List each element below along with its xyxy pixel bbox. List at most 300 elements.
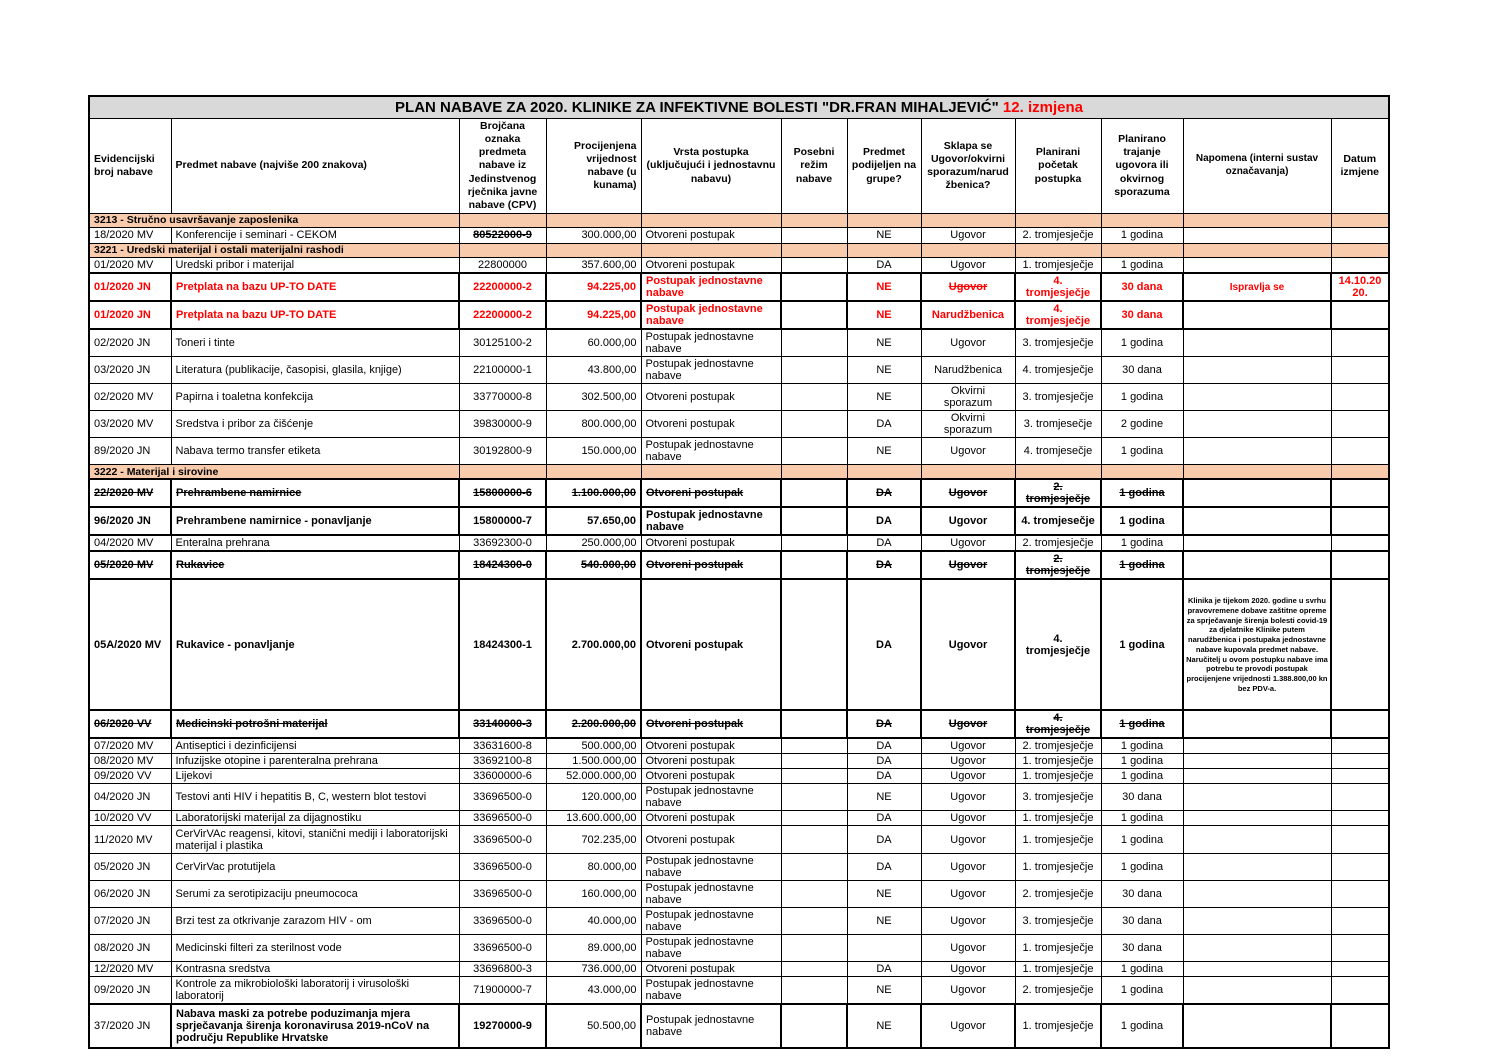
cell-vrsta: Otvoreni postupak xyxy=(641,411,781,438)
cell-vrijednost: 13.600.000,00 xyxy=(546,811,641,826)
cell-vrijednost: 57.650,00 xyxy=(546,507,641,535)
cell-evid: 05/2020 JN xyxy=(89,854,171,881)
cell-sklapa: Ugovor xyxy=(921,935,1015,962)
cell-pocetak: 4. tromjesječje xyxy=(1015,357,1101,384)
cell-predmet: Nabava maski za potrebe poduzimanja mjera sprječavanja širenja koronavirusa 2019-nCoV na području Republike Hrvatske xyxy=(171,1004,459,1048)
cell-predmet: Toneri i tinte xyxy=(171,329,459,357)
column-header-datum: Datum izmjene xyxy=(1331,119,1389,214)
cell-cpv: 33140000-3 xyxy=(459,710,546,738)
table-row xyxy=(89,579,1389,710)
section-cell xyxy=(641,213,781,227)
cell-datum xyxy=(1331,962,1389,977)
cell-grupe: DA xyxy=(847,738,921,754)
cell-rezim xyxy=(781,357,847,384)
cell-grupe: NE xyxy=(847,977,921,1005)
cell-sklapa: Ugovor xyxy=(921,329,1015,357)
cell-predmet: Lijekovi xyxy=(171,769,459,784)
table-row xyxy=(89,227,1389,243)
cell-cpv: 22800000 xyxy=(459,257,546,273)
cell-grupe: NE xyxy=(847,438,921,465)
cell-trajanje: 1 godina xyxy=(1101,710,1183,738)
cell-evid: 11/2020 MV xyxy=(89,826,171,854)
cell-evid: 05A/2020 MV xyxy=(89,579,171,710)
cell-napomena xyxy=(1183,438,1331,465)
cell-cpv: 30192800-9 xyxy=(459,438,546,465)
cell-napomena xyxy=(1183,826,1331,854)
cell-napomena xyxy=(1183,227,1331,243)
cell-sklapa: Ugovor xyxy=(921,908,1015,935)
section-cell xyxy=(1101,213,1183,227)
table-row xyxy=(89,908,1389,935)
table-row xyxy=(89,438,1389,465)
section-cell xyxy=(847,243,921,257)
cell-predmet: Brzi test za otkrivanje zarazom HIV - om xyxy=(171,908,459,935)
cell-datum xyxy=(1331,935,1389,962)
column-header-evid: Evidencijski broj nabave xyxy=(89,119,171,214)
cell-vrsta: Otvoreni postupak xyxy=(641,769,781,784)
cell-trajanje: 1 godina xyxy=(1101,227,1183,243)
cell-pocetak: 4. tromjesečje xyxy=(1015,507,1101,535)
section-cell xyxy=(1101,243,1183,257)
cell-evid: 06/2020 JN xyxy=(89,881,171,908)
cell-cpv: 18424300-1 xyxy=(459,579,546,710)
cell-vrsta: Postupak jednostavne nabave xyxy=(641,854,781,881)
cell-grupe: DA xyxy=(847,811,921,826)
cell-grupe: NE xyxy=(847,384,921,411)
column-header-vrsta: Vrsta postupka (uključujući i jednostavnu nabavu) xyxy=(641,119,781,214)
column-header-predmet: Predmet nabave (najviše 200 znakova) xyxy=(171,119,459,214)
table-row xyxy=(89,535,1389,551)
cell-trajanje: 1 godina xyxy=(1101,384,1183,411)
cell-grupe: NE xyxy=(847,357,921,384)
cell-vrsta: Otvoreni postupak xyxy=(641,551,781,579)
cell-rezim xyxy=(781,935,847,962)
cell-datum xyxy=(1331,384,1389,411)
cell-sklapa: Ugovor xyxy=(921,881,1015,908)
cell-vrsta: Postupak jednostavne nabave xyxy=(641,273,781,301)
cell-sklapa: Ugovor xyxy=(921,710,1015,738)
cell-rezim xyxy=(781,479,847,507)
cell-pocetak: 1. tromjesječje xyxy=(1015,1004,1101,1048)
cell-sklapa: Narudžbenica xyxy=(921,301,1015,329)
cell-sklapa: Ugovor xyxy=(921,227,1015,243)
cell-sklapa: Ugovor xyxy=(921,257,1015,273)
cell-cpv: 19270000-9 xyxy=(459,1004,546,1048)
cell-vrsta: Otvoreni postupak xyxy=(641,962,781,977)
cell-pocetak: 1. tromjesječje xyxy=(1015,811,1101,826)
cell-evid: 12/2020 MV xyxy=(89,962,171,977)
cell-napomena xyxy=(1183,881,1331,908)
cell-predmet: Serumi za serotipizaciju pneumococa xyxy=(171,881,459,908)
table-row xyxy=(89,962,1389,977)
cell-rezim xyxy=(781,1004,847,1048)
cell-datum xyxy=(1331,881,1389,908)
cell-predmet: Medicinski filteri za sterilnost vode xyxy=(171,935,459,962)
cell-pocetak: 2. tromjesječje xyxy=(1015,977,1101,1005)
cell-napomena xyxy=(1183,754,1331,769)
cell-pocetak: 3. tromjesječje xyxy=(1015,329,1101,357)
cell-sklapa: Ugovor xyxy=(921,579,1015,710)
cell-napomena xyxy=(1183,769,1331,784)
cell-predmet: Laboratorijski materijal za dijagnostiku xyxy=(171,811,459,826)
cell-datum xyxy=(1331,710,1389,738)
cell-napomena xyxy=(1183,384,1331,411)
cell-datum xyxy=(1331,738,1389,754)
cell-cpv: 15800000-6 xyxy=(459,479,546,507)
cell-vrijednost: 1.500.000,00 xyxy=(546,754,641,769)
cell-datum xyxy=(1331,977,1389,1005)
cell-rezim xyxy=(781,784,847,811)
section-cell xyxy=(459,213,546,227)
cell-datum xyxy=(1331,908,1389,935)
table-row xyxy=(89,784,1389,811)
cell-grupe: DA xyxy=(847,551,921,579)
cell-trajanje: 1 godina xyxy=(1101,738,1183,754)
cell-cpv: 33696500-0 xyxy=(459,784,546,811)
cell-sklapa: Ugovor xyxy=(921,962,1015,977)
cell-cpv: 33696500-0 xyxy=(459,826,546,854)
cell-trajanje: 30 dana xyxy=(1101,357,1183,384)
cell-cpv: 71900000-7 xyxy=(459,977,546,1005)
cell-rezim xyxy=(781,769,847,784)
cell-evid: 01/2020 MV xyxy=(89,257,171,273)
cell-evid: 08/2020 MV xyxy=(89,754,171,769)
cell-sklapa: Ugovor xyxy=(921,769,1015,784)
cell-predmet: Prehrambene namirnice - ponavljanje xyxy=(171,507,459,535)
cell-datum xyxy=(1331,357,1389,384)
cell-vrsta: Postupak jednostavne nabave xyxy=(641,507,781,535)
cell-predmet: Antiseptici i dezinficijensi xyxy=(171,738,459,754)
cell-evid: 89/2020 JN xyxy=(89,438,171,465)
section-label: 3221 - Uredski materijal i ostali materijalni rashodi xyxy=(89,243,459,257)
cell-vrijednost: 89.000,00 xyxy=(546,935,641,962)
cell-vrsta: Postupak jednostavne nabave xyxy=(641,977,781,1005)
cell-trajanje: 1 godina xyxy=(1101,438,1183,465)
cell-evid: 03/2020 JN xyxy=(89,357,171,384)
cell-trajanje: 1 godina xyxy=(1101,754,1183,769)
cell-vrijednost: 94.225,00 xyxy=(546,301,641,329)
cell-pocetak: 1. tromjesječje xyxy=(1015,257,1101,273)
column-header-sklapa: Sklapa se Ugovor/okvirni sporazum/narudžbenica? xyxy=(921,119,1015,214)
cell-sklapa: Ugovor xyxy=(921,811,1015,826)
cell-evid: 07/2020 JN xyxy=(89,908,171,935)
section-row xyxy=(89,465,1389,480)
cell-pocetak: 3. tromjesječje xyxy=(1015,384,1101,411)
column-header-trajanje: Planirano trajanje ugovora ili okvirnog sporazuma xyxy=(1101,119,1183,214)
cell-evid: 10/2020 VV xyxy=(89,811,171,826)
cell-napomena xyxy=(1183,854,1331,881)
cell-vrijednost: 250.000,00 xyxy=(546,535,641,551)
section-cell xyxy=(921,243,1015,257)
cell-trajanje: 30 dana xyxy=(1101,881,1183,908)
cell-napomena xyxy=(1183,710,1331,738)
cell-rezim xyxy=(781,384,847,411)
table-row xyxy=(89,1004,1389,1048)
procurement-table xyxy=(88,95,1390,1049)
cell-datum xyxy=(1331,438,1389,465)
cell-predmet: Medicinski potrošni materijal xyxy=(171,710,459,738)
cell-vrijednost: 50.500,00 xyxy=(546,1004,641,1048)
cell-vrijednost: 40.000,00 xyxy=(546,908,641,935)
cell-evid: 09/2020 VV xyxy=(89,769,171,784)
cell-trajanje: 1 godina xyxy=(1101,257,1183,273)
table-row xyxy=(89,273,1389,301)
cell-vrijednost: 1.100.000,00 xyxy=(546,479,641,507)
cell-trajanje: 30 dana xyxy=(1101,935,1183,962)
cell-rezim xyxy=(781,738,847,754)
cell-pocetak: 4. tromjesječje xyxy=(1015,273,1101,301)
cell-vrijednost: 52.000.000,00 xyxy=(546,769,641,784)
table-row xyxy=(89,854,1389,881)
table-row xyxy=(89,411,1389,438)
cell-evid: 96/2020 JN xyxy=(89,507,171,535)
cell-pocetak: 4. tromjesečje xyxy=(1015,438,1101,465)
cell-vrijednost: 2.700.000,00 xyxy=(546,579,641,710)
cell-sklapa: Ugovor xyxy=(921,507,1015,535)
cell-predmet: CerVirVAc reagensi, kitovi, stanični mediji i laboratorijski materijal i plastika xyxy=(171,826,459,854)
cell-vrsta: Postupak jednostavne nabave xyxy=(641,357,781,384)
cell-cpv: 22200000-2 xyxy=(459,273,546,301)
cell-rezim xyxy=(781,535,847,551)
cell-pocetak: 1. tromjesječje xyxy=(1015,769,1101,784)
cell-datum xyxy=(1331,257,1389,273)
table-row xyxy=(89,826,1389,854)
cell-vrsta: Postupak jednostavne nabave xyxy=(641,935,781,962)
cell-pocetak: 1. tromjesječje xyxy=(1015,854,1101,881)
cell-vrsta: Otvoreni postupak xyxy=(641,227,781,243)
cell-rezim xyxy=(781,227,847,243)
page-title-revision: 12. izmjena xyxy=(1002,99,1083,116)
cell-vrsta: Otvoreni postupak xyxy=(641,579,781,710)
cell-vrijednost: 736.000,00 xyxy=(546,962,641,977)
cell-cpv: 18424300-0 xyxy=(459,551,546,579)
cell-grupe: DA xyxy=(847,769,921,784)
section-cell xyxy=(546,243,641,257)
cell-evid: 05/2020 MV xyxy=(89,551,171,579)
cell-datum xyxy=(1331,784,1389,811)
cell-vrijednost: 302.500,00 xyxy=(546,384,641,411)
table-row xyxy=(89,384,1389,411)
table-row xyxy=(89,769,1389,784)
cell-napomena xyxy=(1183,1004,1331,1048)
cell-napomena xyxy=(1183,411,1331,438)
cell-predmet: Enteralna prehrana xyxy=(171,535,459,551)
cell-cpv: 30125100-2 xyxy=(459,329,546,357)
section-cell xyxy=(641,243,781,257)
cell-vrijednost: 94.225,00 xyxy=(546,273,641,301)
cell-rezim xyxy=(781,811,847,826)
cell-datum xyxy=(1331,551,1389,579)
cell-grupe: NE xyxy=(847,881,921,908)
section-row xyxy=(89,213,1389,227)
cell-sklapa: Ugovor xyxy=(921,826,1015,854)
cell-datum xyxy=(1331,579,1389,710)
cell-cpv: 33770000-8 xyxy=(459,384,546,411)
cell-pocetak: 3. tromjesečje xyxy=(1015,411,1101,438)
cell-pocetak: 4. tromjesječje xyxy=(1015,579,1101,710)
cell-napomena xyxy=(1183,507,1331,535)
table-row xyxy=(89,551,1389,579)
cell-evid: 02/2020 JN xyxy=(89,329,171,357)
cell-napomena xyxy=(1183,301,1331,329)
cell-trajanje: 30 dana xyxy=(1101,273,1183,301)
cell-trajanje: 30 dana xyxy=(1101,784,1183,811)
cell-cpv: 80522000-9 xyxy=(459,227,546,243)
cell-trajanje: 1 godina xyxy=(1101,1004,1183,1048)
table-row xyxy=(89,357,1389,384)
cell-vrijednost: 150.000,00 xyxy=(546,438,641,465)
section-label: 3213 - Stručno usavršavanje zaposlenika xyxy=(89,213,459,227)
table-row xyxy=(89,935,1389,962)
cell-grupe: DA xyxy=(847,854,921,881)
section-cell xyxy=(459,243,546,257)
cell-napomena xyxy=(1183,551,1331,579)
cell-vrijednost: 160.000,00 xyxy=(546,881,641,908)
cell-rezim xyxy=(781,977,847,1005)
cell-predmet: Literatura (publikacije, časopisi, glasila, knjige) xyxy=(171,357,459,384)
cell-rezim xyxy=(781,754,847,769)
section-cell xyxy=(1015,213,1101,227)
section-cell xyxy=(847,213,921,227)
cell-sklapa: Ugovor xyxy=(921,273,1015,301)
cell-datum xyxy=(1331,754,1389,769)
cell-vrsta: Postupak jednostavne nabave xyxy=(641,784,781,811)
cell-predmet: CerVirVac protutijela xyxy=(171,854,459,881)
cell-datum xyxy=(1331,479,1389,507)
cell-trajanje: 1 godina xyxy=(1101,535,1183,551)
cell-evid: 03/2020 MV xyxy=(89,411,171,438)
cell-cpv: 33631600-8 xyxy=(459,738,546,754)
cell-grupe: NE xyxy=(847,908,921,935)
cell-datum: 14.10.2020. xyxy=(1331,273,1389,301)
cell-napomena xyxy=(1183,535,1331,551)
cell-datum xyxy=(1331,769,1389,784)
cell-napomena xyxy=(1183,935,1331,962)
cell-grupe xyxy=(847,935,921,962)
cell-vrijednost: 702.235,00 xyxy=(546,826,641,854)
cell-vrijednost: 540.000,00 xyxy=(546,551,641,579)
cell-trajanje: 1 godina xyxy=(1101,811,1183,826)
section-cell xyxy=(1183,465,1331,480)
cell-evid: 09/2020 JN xyxy=(89,977,171,1005)
cell-grupe: NE xyxy=(847,301,921,329)
section-cell xyxy=(921,465,1015,480)
cell-vrijednost: 357.600,00 xyxy=(546,257,641,273)
cell-rezim xyxy=(781,908,847,935)
cell-vrsta: Otvoreni postupak xyxy=(641,754,781,769)
cell-sklapa: Okvirni sporazum xyxy=(921,411,1015,438)
cell-cpv: 15800000-7 xyxy=(459,507,546,535)
cell-trajanje: 30 dana xyxy=(1101,908,1183,935)
cell-pocetak: 2. tromjesječje xyxy=(1015,551,1101,579)
cell-predmet: Kontrasna sredstva xyxy=(171,962,459,977)
section-cell xyxy=(1015,465,1101,480)
cell-datum xyxy=(1331,329,1389,357)
cell-evid: 02/2020 MV xyxy=(89,384,171,411)
section-cell xyxy=(921,213,1015,227)
cell-trajanje: 1 godina xyxy=(1101,977,1183,1005)
cell-vrsta: Postupak jednostavne nabave xyxy=(641,301,781,329)
cell-trajanje: 1 godina xyxy=(1101,479,1183,507)
cell-vrsta: Otvoreni postupak xyxy=(641,826,781,854)
cell-predmet: Sredstva i pribor za čišćenje xyxy=(171,411,459,438)
cell-pocetak: 2. tromjesječje xyxy=(1015,738,1101,754)
cell-vrsta: Postupak jednostavne nabave xyxy=(641,1004,781,1048)
cell-predmet: Pretplata na bazu UP-TO DATE xyxy=(171,301,459,329)
cell-vrsta: Otvoreni postupak xyxy=(641,811,781,826)
cell-rezim xyxy=(781,854,847,881)
cell-trajanje: 1 godina xyxy=(1101,579,1183,710)
cell-napomena xyxy=(1183,329,1331,357)
section-cell xyxy=(641,465,781,480)
cell-pocetak: 1. tromjesječje xyxy=(1015,826,1101,854)
cell-grupe: NE xyxy=(847,227,921,243)
cell-evid: 06/2020 VV xyxy=(89,710,171,738)
cell-rezim xyxy=(781,301,847,329)
cell-datum xyxy=(1331,854,1389,881)
cell-napomena xyxy=(1183,908,1331,935)
cell-grupe: DA xyxy=(847,754,921,769)
cell-grupe: DA xyxy=(847,257,921,273)
cell-pocetak: 2. tromjesječje xyxy=(1015,227,1101,243)
cell-napomena xyxy=(1183,977,1331,1005)
cell-grupe: DA xyxy=(847,826,921,854)
section-cell xyxy=(1183,213,1331,227)
cell-datum xyxy=(1331,1004,1389,1048)
cell-trajanje: 1 godina xyxy=(1101,962,1183,977)
section-label: 3222 - Materijal i sirovine xyxy=(89,465,459,480)
cell-cpv: 33692100-8 xyxy=(459,754,546,769)
cell-datum xyxy=(1331,301,1389,329)
cell-trajanje: 1 godina xyxy=(1101,854,1183,881)
cell-napomena xyxy=(1183,257,1331,273)
section-cell xyxy=(546,465,641,480)
cell-vrsta: Otvoreni postupak xyxy=(641,710,781,738)
table-row xyxy=(89,257,1389,273)
cell-pocetak: 2. tromjesječje xyxy=(1015,479,1101,507)
cell-vrijednost: 60.000,00 xyxy=(546,329,641,357)
cell-pocetak: 4. tromjesječje xyxy=(1015,710,1101,738)
cell-cpv: 33696500-0 xyxy=(459,811,546,826)
cell-sklapa: Ugovor xyxy=(921,479,1015,507)
cell-grupe: DA xyxy=(847,411,921,438)
cell-predmet: Papirna i toaletna konfekcija xyxy=(171,384,459,411)
cell-pocetak: 1. tromjesječje xyxy=(1015,962,1101,977)
cell-trajanje: 1 godina xyxy=(1101,769,1183,784)
cell-rezim xyxy=(781,710,847,738)
cell-vrsta: Otvoreni postupak xyxy=(641,738,781,754)
cell-rezim xyxy=(781,438,847,465)
column-header-rezim: Posebni režim nabave xyxy=(781,119,847,214)
cell-trajanje: 1 godina xyxy=(1101,551,1183,579)
table-row xyxy=(89,507,1389,535)
cell-cpv: 33696500-0 xyxy=(459,881,546,908)
table-row xyxy=(89,301,1389,329)
cell-sklapa: Ugovor xyxy=(921,438,1015,465)
cell-grupe: DA xyxy=(847,579,921,710)
cell-vrsta: Postupak jednostavne nabave xyxy=(641,908,781,935)
table-row xyxy=(89,329,1389,357)
cell-trajanje: 30 dana xyxy=(1101,301,1183,329)
column-header-cpv: Brojčana oznaka predmeta nabave iz Jedinstvenog rječnika javne nabave (CPV) xyxy=(459,119,546,214)
cell-grupe: NE xyxy=(847,273,921,301)
cell-evid: 01/2020 JN xyxy=(89,301,171,329)
cell-datum xyxy=(1331,811,1389,826)
cell-napomena xyxy=(1183,784,1331,811)
cell-rezim xyxy=(781,579,847,710)
section-cell xyxy=(459,465,546,480)
cell-predmet: Konferencije i seminari - CEKOM xyxy=(171,227,459,243)
